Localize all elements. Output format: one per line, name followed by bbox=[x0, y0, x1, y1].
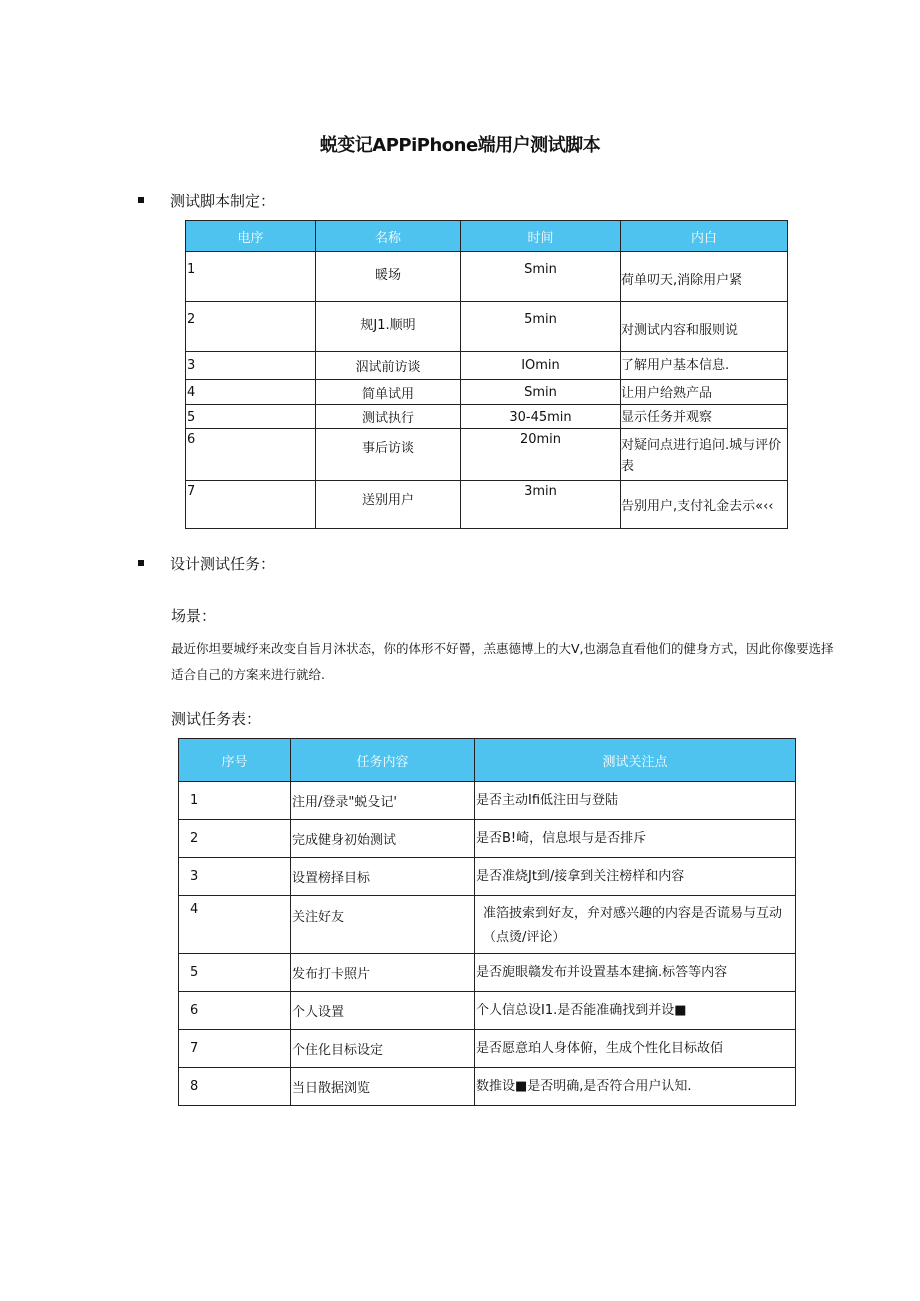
task-table-label: 测试任务表： bbox=[171, 710, 262, 728]
table-row bbox=[179, 1068, 796, 1106]
cell-task: 注用/登录"蜕殳记' bbox=[291, 782, 475, 820]
section-heading-tasks bbox=[138, 553, 275, 574]
column-header: 电序 bbox=[186, 221, 316, 252]
cell-name: 事后访谈 bbox=[316, 429, 461, 481]
scene-paragraph: 最近你坦要城纾来改变自旨月沐状态，你的体形不好罾，羔惠德博上的大V,也溺急直看他们的健身方式，因此你像要选择适合自己的方案来进行就给. bbox=[171, 641, 834, 682]
scene-label: 场景： bbox=[171, 607, 217, 625]
column-header: 序号 bbox=[179, 739, 291, 782]
cell-content: 对测试内容和服则说 bbox=[621, 302, 788, 352]
cell-time: 3min bbox=[461, 481, 621, 529]
table-row bbox=[186, 481, 788, 529]
cell-no: 3 bbox=[186, 352, 316, 380]
table-header-row bbox=[179, 739, 796, 782]
cell-no: 4 bbox=[179, 896, 291, 954]
column-header: 任务内容 bbox=[291, 739, 475, 782]
page-title: 蜕变记APPiPhone端用户测试脚本 bbox=[319, 135, 601, 156]
column-header: 时间 bbox=[461, 221, 621, 252]
cell-time: 20min bbox=[461, 429, 621, 481]
column-header: 名称 bbox=[316, 221, 461, 252]
cell-task: 个住化目标设定 bbox=[291, 1030, 475, 1068]
cell-no: 6 bbox=[179, 992, 291, 1030]
task-table bbox=[178, 738, 796, 1106]
cell-no: 4 bbox=[186, 380, 316, 405]
cell-task: 个人设置 bbox=[291, 992, 475, 1030]
bullet-square-icon bbox=[138, 560, 144, 566]
cell-no: 5 bbox=[179, 954, 291, 992]
bullet-square-icon bbox=[138, 197, 144, 203]
cell-name: 简单试用 bbox=[316, 380, 461, 405]
table-row bbox=[186, 252, 788, 302]
cell-content: 荷单叨天,消除用户紧 bbox=[621, 252, 788, 302]
cell-content: 了解用户基本信息. bbox=[621, 352, 788, 380]
cell-content: 让用户给熟产品 bbox=[621, 380, 788, 405]
cell-no: 7 bbox=[179, 1030, 291, 1068]
section-heading-tasks-text: 设计测试任务： bbox=[170, 555, 276, 573]
cell-focus: 准箔披索到好友，弁对感兴趣的内容是否谎易与互动（点烫/评论） bbox=[475, 896, 796, 954]
script-table bbox=[185, 220, 788, 529]
cell-no: 2 bbox=[179, 820, 291, 858]
table-row bbox=[179, 896, 796, 954]
cell-time: 5min bbox=[461, 302, 621, 352]
cell-name: 暖场 bbox=[316, 252, 461, 302]
cell-focus: 是否准烧Jt到/接拿到关注榜样和内容 bbox=[475, 858, 796, 896]
table-row bbox=[186, 352, 788, 380]
cell-no: 3 bbox=[179, 858, 291, 896]
cell-task: 发布打卡照片 bbox=[291, 954, 475, 992]
column-header: 内白 bbox=[621, 221, 788, 252]
section-heading-script bbox=[138, 190, 275, 211]
table-row bbox=[179, 1030, 796, 1068]
cell-name: 送别用户 bbox=[316, 481, 461, 529]
cell-no: 8 bbox=[179, 1068, 291, 1106]
section-heading-script-text: 测试脚本制定： bbox=[170, 192, 276, 210]
column-header: 测试关注点 bbox=[475, 739, 796, 782]
cell-task: 关注好友 bbox=[291, 896, 475, 954]
cell-no: 2 bbox=[186, 302, 316, 352]
cell-content: 显示任务并观察 bbox=[621, 405, 788, 429]
table-row bbox=[179, 992, 796, 1030]
cell-no: 5 bbox=[186, 405, 316, 429]
cell-task: 设置榜择目标 bbox=[291, 858, 475, 896]
cell-focus: 是否愿意珀人身体俯，生成个性化目标故佰 bbox=[475, 1030, 796, 1068]
cell-no: 1 bbox=[179, 782, 291, 820]
cell-focus: 数推设■是否明确,是否符合用户认知. bbox=[475, 1068, 796, 1106]
cell-content: 对疑问点进行追问.城与评价表 bbox=[621, 429, 788, 481]
cell-time: 30-45min bbox=[461, 405, 621, 429]
cell-time: Smin bbox=[461, 380, 621, 405]
cell-task: 完成健身初始测试 bbox=[291, 820, 475, 858]
cell-no: 7 bbox=[186, 481, 316, 529]
cell-name: 规J1.顺明 bbox=[316, 302, 461, 352]
cell-focus: 个人信总设I1.是否能准确找到并设■ bbox=[475, 992, 796, 1030]
cell-focus: 是否旎眼赣发布并设置基本建摘.标答等内容 bbox=[475, 954, 796, 992]
cell-focus: 是否B!崎，信息垠与是否排斥 bbox=[475, 820, 796, 858]
table-row bbox=[186, 302, 788, 352]
table-row bbox=[179, 858, 796, 896]
table-header-row bbox=[186, 221, 788, 252]
table-row bbox=[179, 782, 796, 820]
cell-time: Smin bbox=[461, 252, 621, 302]
table-row bbox=[179, 954, 796, 992]
table-row bbox=[186, 380, 788, 405]
cell-no: 6 bbox=[186, 429, 316, 481]
cell-content: 告别用户,支付礼金去示«‹‹ bbox=[621, 481, 788, 529]
cell-focus: 是否主动Ifi低注田与登陆 bbox=[475, 782, 796, 820]
table-row bbox=[186, 405, 788, 429]
table-row bbox=[186, 429, 788, 481]
cell-no: 1 bbox=[186, 252, 316, 302]
cell-name: 测试执行 bbox=[316, 405, 461, 429]
cell-time: IOmin bbox=[461, 352, 621, 380]
cell-task: 当日散据浏览 bbox=[291, 1068, 475, 1106]
table-row bbox=[179, 820, 796, 858]
cell-name: 泅试前访谈 bbox=[316, 352, 461, 380]
